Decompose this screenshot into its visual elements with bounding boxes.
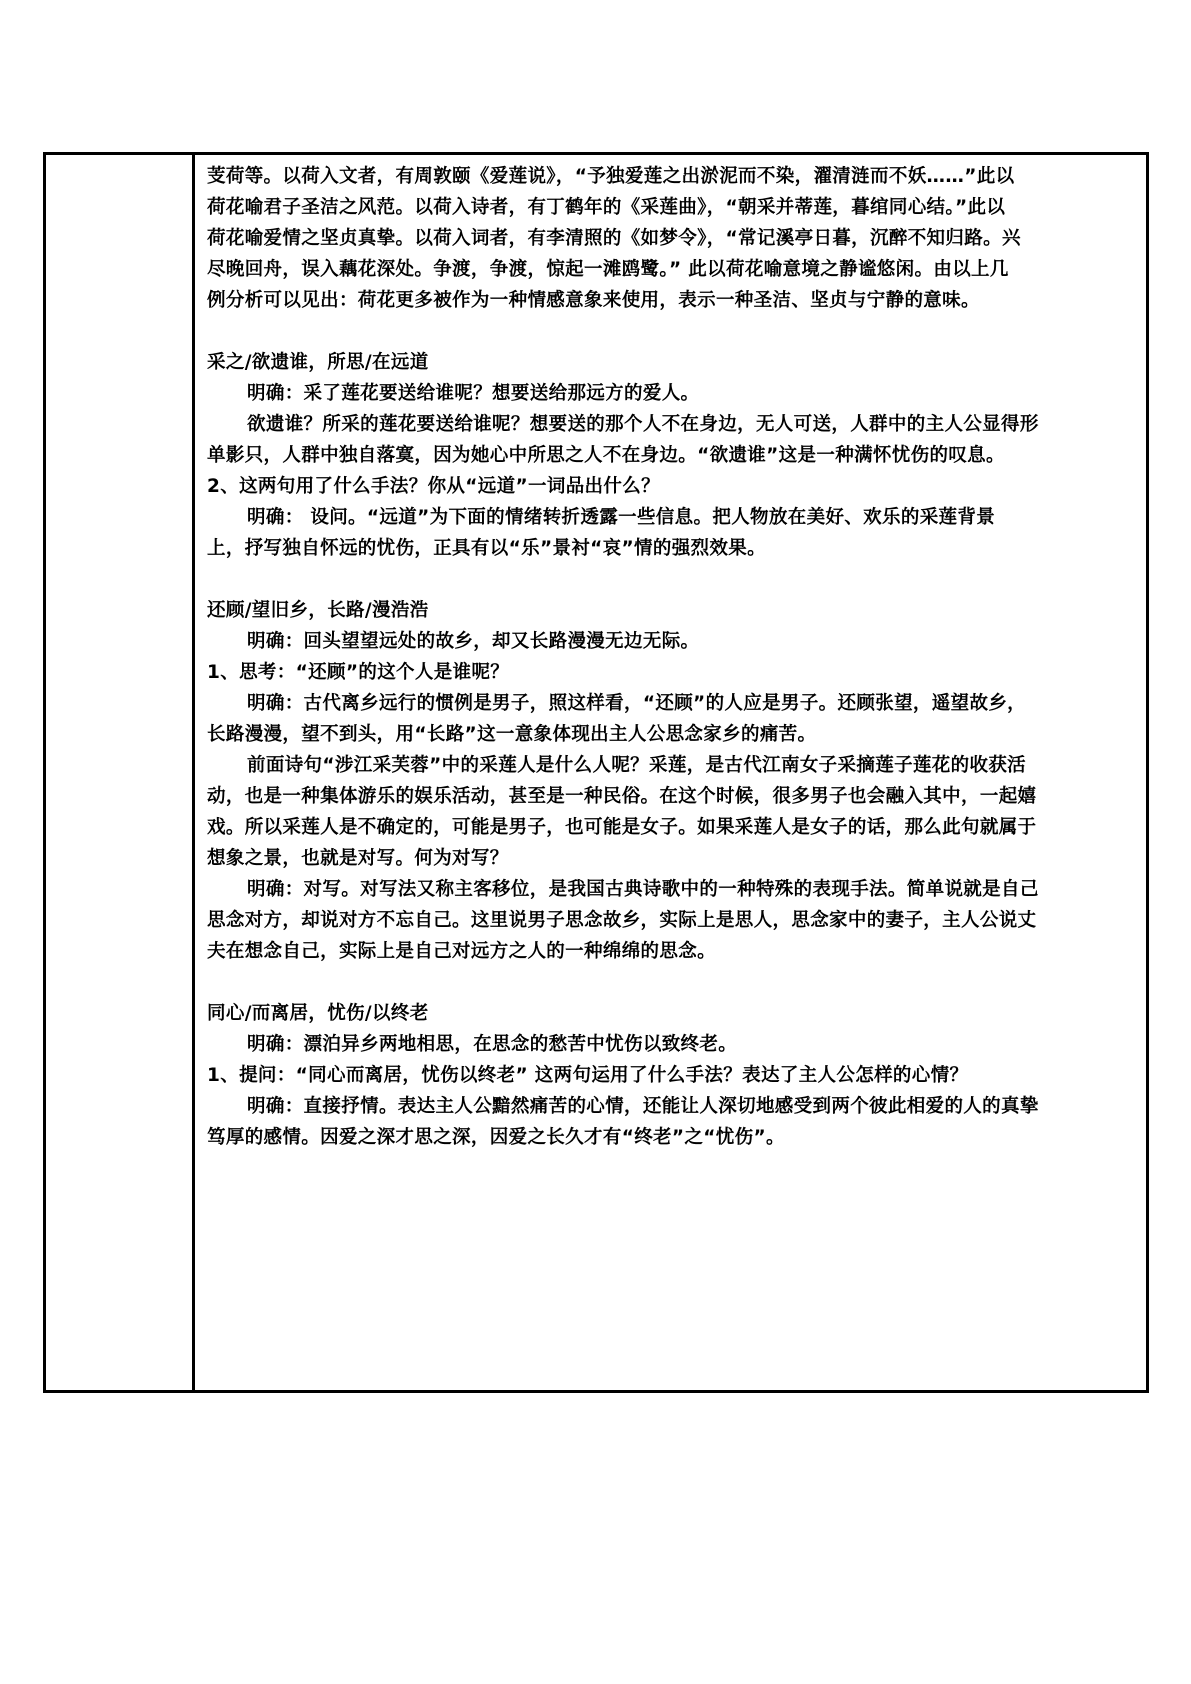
- table-left-cell: [46, 155, 195, 1390]
- text-line: 明确： 设问。“远道”为下面的情绪转折透露一些信息。把人物放在美好、欢乐的采莲背景: [247, 507, 996, 528]
- text-line: 动，也是一种集体游乐的娱乐活动，甚至是一种民俗。在这个时候，很多男子也会融入其中，一起嬉: [207, 786, 1037, 807]
- text-line: 明确：回头望望远处的故乡，却又长路漫漫无边无际。: [247, 631, 700, 652]
- blank-line: [207, 564, 1138, 595]
- text-line: 想象之景，也就是对写。何为对写？: [207, 848, 509, 869]
- text-line: 1、提问：“同心而离居，忧伤以终老” 这两句运用了什么手法？表达了主人公怎样的心情？: [207, 1065, 969, 1086]
- text-line: 荷花喻爱情之坚贞真挚。以荷入词者，有李清照的《如梦令》，“常记溪亭日暮，沉醉不知归路。兴: [207, 228, 1021, 249]
- text-line: 上，抒写独自怀远的忧伤，正具有以“乐”景衬“哀”情的强烈效果。: [207, 538, 766, 559]
- text-line: 单影只，人群中独自落寞，因为她心中所思之人不在身边。“欲遗谁”这是一种满怀忧伤的叹息。: [207, 445, 1005, 466]
- text-line: 长路漫漫，望不到头，用“长路”这一意象体现出主人公思念家乡的痛苦。: [207, 724, 817, 745]
- text-line: 明确：漂泊异乡两地相思，在思念的愁苦中忧伤以致终老。: [247, 1034, 738, 1055]
- text-line: 同心/而离居，忧伤/以终老: [207, 1003, 429, 1024]
- text-line: 明确：采了莲花要送给谁呢？想要送给那远方的爱人。: [247, 383, 700, 404]
- text-line: 2、这两句用了什么手法？你从“远道”一词品出什么？: [207, 476, 660, 497]
- text-line: 思念对方，却说对方不忘自己。这里说男子思念故乡，实际上是思人，思念家中的妻子，主人公说丈: [207, 910, 1037, 931]
- text-line: 芰荷等。以荷入文者，有周敦颐《爱莲说》，“予独爱莲之出淤泥而不染，濯清涟而不妖……”此以: [207, 166, 1015, 187]
- text-line: 明确：对写。对写法又称主客移位，是我国古典诗歌中的一种特殊的表现手法。简单说就是自己: [247, 879, 1039, 900]
- text-line: 戏。所以采莲人是不确定的，可能是男子，也可能是女子。如果采莲人是女子的话，那么此句就属于: [207, 817, 1037, 838]
- text-line: 明确：直接抒情。表达主人公黯然痛苦的心情，还能让人深切地感受到两个彼此相爱的人的真挚: [247, 1096, 1039, 1117]
- text-line: 欲遗谁？所采的莲花要送给谁呢？想要送的那个人不在身边，无人可送，人群中的主人公显得形: [247, 414, 1039, 435]
- blank-line: [207, 967, 1138, 998]
- text-line: 例分析可以见出：荷花更多被作为一种情感意象来使用，表示一种圣洁、坚贞与宁静的意味。: [207, 290, 980, 311]
- text-line: 1、思考：“还顾”的这个人是谁呢？: [207, 662, 510, 683]
- text-line: 荷花喻君子圣洁之风范。以荷入诗者，有丁鹤年的《采莲曲》，“朝采并蒂莲，暮绾同心结。”此以: [207, 197, 1006, 218]
- text-line: 采之/欲遗谁，所思/在远道: [207, 352, 429, 373]
- table-content-cell: [195, 155, 1146, 1390]
- text-line: 明确：古代离乡远行的惯例是男子，照这样看，“还顾”的人应是男子。还顾张望，遥望故乡，: [247, 693, 1027, 714]
- blank-line: [207, 316, 1138, 347]
- document-table: [43, 152, 1149, 1393]
- text-line: 笃厚的感情。因爱之深才思之深，因爱之长久才有“终老”之“忧伤”。: [207, 1127, 785, 1148]
- text-line: 还顾/望旧乡，长路/漫浩浩: [207, 600, 429, 621]
- text-line: 尽晚回舟，误入藕花深处。争渡，争渡，惊起一滩鸥鹭。” 此以荷花喻意境之静谧悠闲。由以上几: [207, 259, 1009, 280]
- text-line: 前面诗句“涉江采芙蓉”中的采莲人是什么人呢？采莲，是古代江南女子采摘莲子莲花的收获活: [247, 755, 1027, 776]
- text-line: 夫在想念自己，实际上是自己对远方之人的一种绵绵的思念。: [207, 941, 716, 962]
